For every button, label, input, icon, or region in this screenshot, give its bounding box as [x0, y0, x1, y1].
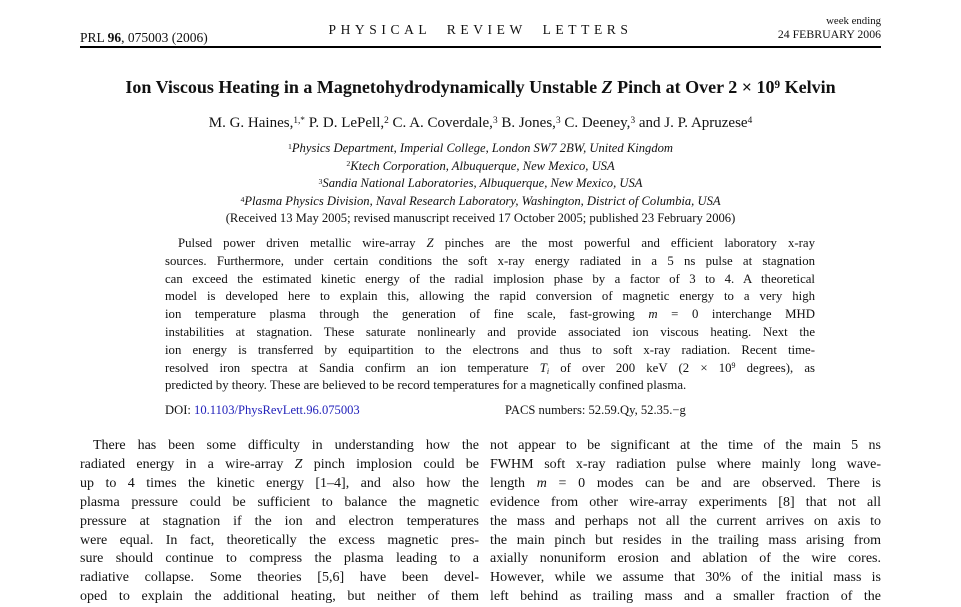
text-segment: evidence from other wire-array experiments [8] that not all: [490, 494, 881, 510]
article-title: [40, 76, 921, 98]
text-line: [165, 306, 815, 324]
text-segment: C. Deeney,: [560, 115, 631, 131]
text-line: [165, 377, 815, 395]
text-segment: the mass and perhaps not all the current arrives on axis to: [490, 513, 881, 529]
text-segment: 3: [555, 115, 561, 126]
body-column-left: [80, 437, 479, 607]
text-line: [490, 569, 881, 588]
text-segment: T: [539, 360, 547, 375]
text-segment: oped to explain the additional heating, but neither of them: [80, 589, 479, 605]
text-line: [80, 569, 479, 588]
text-segment: model is developed here to explain this, allowing the rapid conversion of magnetic energy to a very high: [165, 289, 815, 304]
text-line: [165, 271, 815, 289]
received-dates: (Received 13 May 2005; revised manuscript received 17 October 2005; published 23 February 2006): [225, 211, 736, 225]
author-list: [80, 115, 881, 132]
text-line: [165, 235, 815, 253]
text-line: [80, 175, 881, 193]
text-segment: Pulsed power driven metallic wire-array: [178, 236, 427, 250]
text-segment: were equal. In fact, theoretically the excess magnetic pres-: [80, 532, 479, 548]
text-line: [80, 456, 479, 475]
text-line: [165, 288, 815, 306]
text-line: [80, 158, 881, 176]
text-segment: Z: [294, 456, 303, 472]
text-segment: ion energy is transferred by equipartition to the electrons and thus to soft x-ray radiation. Recent time-: [165, 342, 815, 357]
abstract: [165, 235, 815, 395]
text-segment: sure should continue to compress the plasma leading to a: [80, 551, 479, 567]
text-line: [80, 140, 881, 158]
text-segment: radiated energy in a wire-array: [80, 456, 295, 472]
text-segment: However, while we assume that 30% of the initial mass is: [490, 570, 881, 586]
text-line: [490, 588, 881, 607]
text-line: [165, 324, 815, 342]
text-segment: 2: [384, 115, 389, 126]
text-segment: m: [536, 475, 547, 491]
text-segment: 96: [107, 30, 122, 45]
text-line: [80, 475, 479, 494]
journal-name: PHYSICAL REVIEW LETTERS: [328, 22, 633, 37]
affiliation-list: [80, 140, 881, 211]
text-line: [490, 494, 881, 513]
text-segment: Pinch at Over 2 × 10: [612, 77, 775, 97]
text-segment: P. D. LePell,: [304, 115, 385, 131]
text-segment: Ktech Corporation, Albuquerque, New Mexico, USA: [350, 158, 615, 173]
text-segment: Ion Viscous Heating in a Magnetohydrodynamically Unstable: [125, 77, 602, 97]
text-segment: sources. Furthermore, under certain conditions the soft x-ray energy radiated in a 5 ns pulse at stagnation: [165, 253, 815, 268]
text-line: [165, 342, 815, 360]
text-segment: the main pinch but resides in the trailing mass arising from: [490, 532, 881, 548]
text-segment: up to 4 times the kinetic energy [1–4], and also how the: [80, 475, 479, 491]
text-segment: degrees), as: [735, 360, 815, 375]
header-rule: [80, 46, 881, 48]
body-column-right: [490, 437, 881, 607]
week-ending-label: week ending: [826, 15, 881, 27]
text-line: [80, 193, 881, 211]
text-segment: predicted by theory. These are believed to be record temperatures for a magnetically confined plasma.: [165, 378, 687, 393]
text-line: [490, 513, 881, 532]
text-segment: C. A. Coverdale,: [388, 115, 493, 131]
text-segment: axially nonuniform erosion and ablation of the wire cores.: [490, 551, 881, 567]
text-segment: pinch implosion could be: [302, 456, 479, 472]
text-line: [80, 513, 479, 532]
text-segment: 4: [747, 115, 753, 126]
doi-link[interactable]: 10.1103/PhysRevLett.96.075003: [194, 403, 360, 417]
text-segment: = 0 interchange MHD: [657, 307, 815, 322]
text-line: [490, 532, 881, 551]
text-segment: of over 200 keV (2 × 10: [549, 360, 732, 375]
text-segment: PRL: [80, 30, 108, 45]
text-segment: 3: [492, 115, 498, 126]
text-segment: radiative collapse. Some theories [5,6] have been devel-: [80, 570, 479, 586]
text-segment: Z: [601, 77, 613, 97]
text-segment: Kelvin: [780, 77, 836, 97]
text-segment: pinches are the most powerful and efficient laboratory x-ray: [433, 236, 815, 250]
text-segment: left behind as trailing mass and a smaller fraction of the: [490, 589, 881, 605]
text-line: [80, 550, 479, 569]
text-segment: Physics Department, Imperial College, London SW7 2BW, United Kingdom: [291, 141, 674, 155]
text-segment: can exceed the estimated kinetic energy of the radial implosion phase by a factor of 3 to 4. A theoretical: [165, 271, 815, 286]
text-segment: pressure at stagnation if the ion and electron temperatures: [80, 513, 479, 529]
text-segment: length: [490, 475, 537, 491]
text-line: [165, 253, 815, 271]
doi-line: [165, 403, 815, 418]
text-segment: i: [546, 366, 550, 376]
text-segment: plasma pressure could be sufficient to balance the magnetic: [80, 494, 479, 510]
text-line: [490, 456, 881, 475]
text-line: [490, 437, 881, 456]
text-line: [490, 550, 881, 569]
text-segment: 3: [630, 115, 636, 126]
text-segment: Z: [426, 236, 434, 250]
text-segment: 1: [287, 141, 292, 151]
text-segment: , 075003 (2006): [121, 30, 208, 45]
text-segment: M. G. Haines,: [208, 115, 294, 131]
text-segment: 1,*: [293, 115, 305, 126]
text-line: [165, 360, 815, 378]
text-segment: B. Jones,: [497, 115, 556, 131]
text-segment: 2: [346, 159, 351, 169]
text-segment: Plasma Physics Division, Naval Research Laboratory, Washington, District of Columbia, USA: [244, 194, 721, 209]
text-segment: Sandia National Laboratories, Albuquerque, New Mexico, USA: [322, 176, 643, 191]
text-segment: = 0 modes can be and are observed. There is: [546, 475, 881, 491]
pacs-numbers: PACS numbers: 52.59.Qy, 52.35.−g: [505, 403, 686, 417]
text-line: [80, 437, 479, 456]
text-segment: 3: [318, 176, 323, 186]
doi-label: DOI:: [165, 403, 195, 417]
text-line: [80, 532, 479, 551]
issue-date: 24 FEBRUARY 2006: [777, 27, 881, 41]
text-line: [80, 494, 479, 513]
text-segment: 9: [774, 78, 781, 91]
text-line: [490, 475, 881, 494]
text-segment: FWHM soft x-ray radiation pulse where mainly long wave-: [490, 456, 881, 472]
text-segment: ion temperature plasma through the generation of fine scale, fast-growing: [165, 307, 649, 322]
text-line: [80, 588, 479, 607]
issue-info: [778, 15, 881, 41]
text-segment: resolved iron spectra at Sandia confirm an ion temperature: [165, 360, 540, 375]
text-segment: 9: [731, 361, 736, 371]
text-segment: m: [648, 307, 658, 322]
text-segment: and J. P. Apruzese: [635, 115, 748, 131]
text-segment: not appear to be significant at the time of the main 5 ns: [490, 438, 881, 453]
text-segment: 4: [240, 194, 245, 204]
text-segment: instabilities at stagnation. These saturate nonlinearly and provide associated ion viscous heating. Next the: [165, 324, 815, 339]
text-segment: There has been some difficulty in understanding how the: [93, 438, 479, 453]
